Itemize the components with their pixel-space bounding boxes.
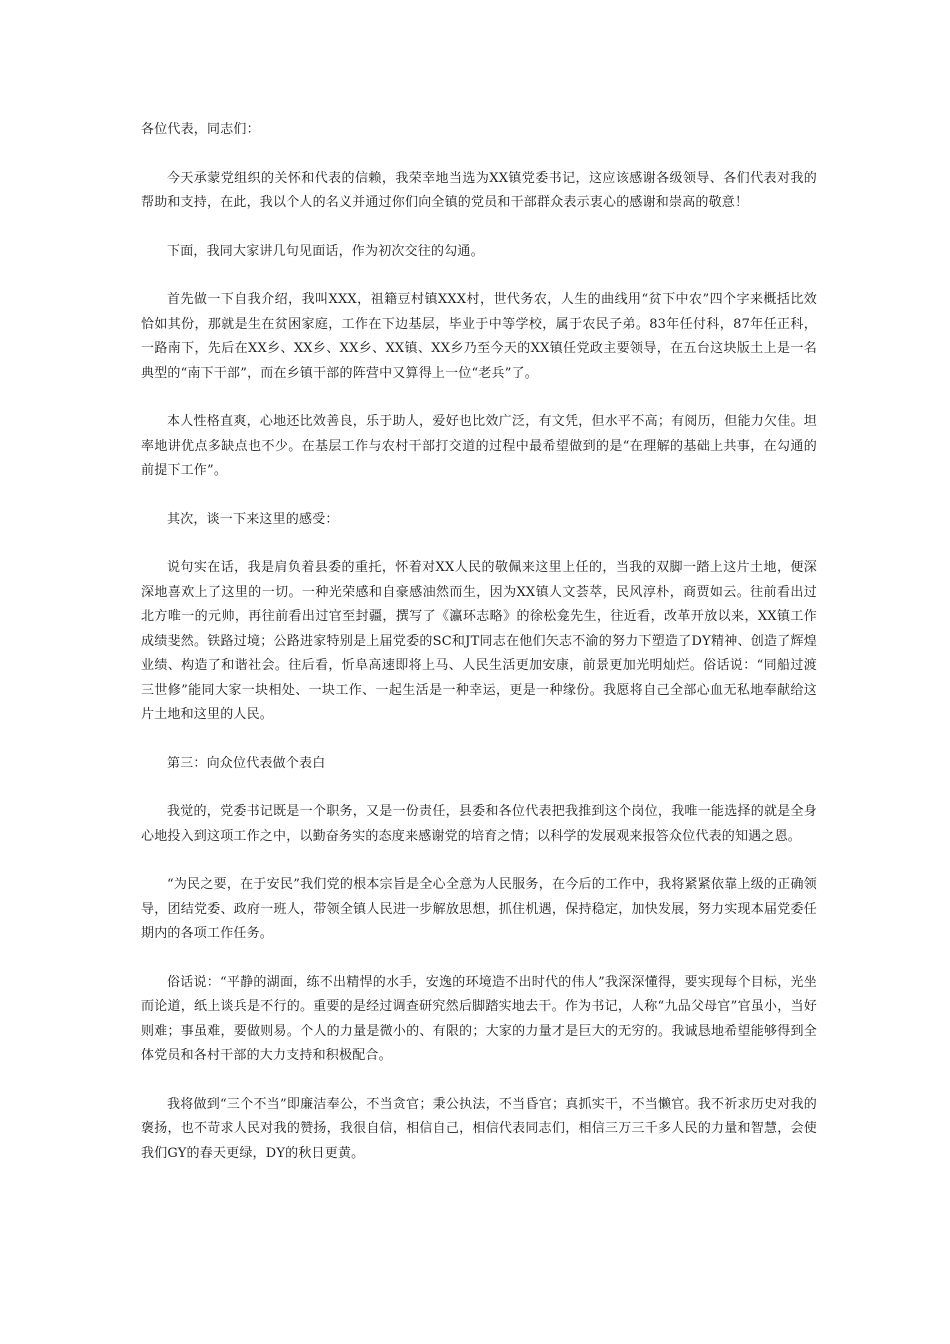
paragraph-impressions: 说句实在话，我是肩负着县委的重托，怀着对XX人民的敬佩来这里上任的，当我的双脚一踏上这片土地，便深深地喜欢上了这里的一切。一种光荣感和自豪感油然而生，因为XX镇人文荟萃，民风淳朴，商贾如云。往前看出过北方唯一的元帅，再往前看出过官至封疆，撰写了《瀛环志略》的徐松龛先生，往近看，改革开放以来，XX镇工作成绩斐然。铁路过境；公路进家特别是上届党委的SC和JT同志在他们矢志不渝的努力下塑造了DY精神、创造了辉煌业绩、构造了和谐社会。往后看，忻阜高速即将上马、人民生活更加安康，前景更加光明灿烂。俗话说：“同船过渡三世修”能同大家一块相处、一块工作、一起生活是一种幸运，更是一种缘份。我愿将自己全部心血无私地奉献给这片土地和这里的人民。 (141, 560, 817, 722)
heading-impressions: 其次，谈一下来这里的感受： (167, 511, 339, 527)
salutation: 各位代表，同志们： (141, 122, 260, 137)
paragraph-intro-remarks: 下面，我同大家讲几句见面话，作为初次交往的勾通。 (167, 243, 484, 259)
paragraph-duty: 我觉的，党委书记既是一个职务，又是一份责任，县委和各位代表把我推到这个岗位，我唯一能选择的就是全身心地投入到这项工作之中，以勤奋务实的态度来感谢党的培育之情；以科学的发展观来报答众位代表的知遇之恩。 (141, 804, 817, 844)
paragraph-self-introduction: 首先做一下自我介绍，我叫XXX，祖籍豆村镇XXX村，世代务农，人生的曲线用“贫下中农”四个字来概括比效恰如其份，那就是生在贫困家庭，工作在下边基层，毕业于中等学校，属于农民子弟。83年任付科，87年任正科，一路南下，先后在XX乡、XX乡、XX乡、XX镇、XX乡乃至今天的XX镇任党政主要领导，在五台这块版土上是一名典型的“南下干部”，而在乡镇干部的阵营中又算得上一位“老兵”了。 (141, 292, 817, 381)
paragraph-thanks: 今天承蒙党组织的关怀和代表的信赖，我荣幸地当选为XX镇党委书记，这应该感谢各级领导、各们代表对我的帮助和支持，在此，我以个人的名义并通过你们向全镇的党员和干部群众表示衷心的感谢和崇高的敬意！ (141, 170, 817, 210)
paragraph-three-nots: 我将做到“三个不当”即廉洁奉公，不当贪官；秉公执法，不当昏官；真抓实干，不当懒官。我不祈求历史对我的褒扬，也不苛求人民对我的赞扬，我很自信，相信自己，相信代表同志们，相信三万三千多人民的力量和智慧，会使我们GY的春天更绿，DY的秋日更黄。 (141, 1096, 817, 1161)
heading-pledge: 第三：向众位代表做个表白 (167, 755, 326, 771)
paragraph-action: 俗话说：“平静的湖面，练不出精悍的水手，安逸的环境造不出时代的伟人”我深深懂得，要实现每个目标，光坐而论道，纸上谈兵是不行的。重要的是经过调查研究然后脚踏实地去干。作为书记，人称“九品父母官”官虽小，当好则难；事虽难，要做则易。个人的力量是微小的、有限的；大家的力量才是巨大的无穷的。我诚恳地希望能够得到全体党员和各村干部的大力支持和积极配合。 (141, 974, 817, 1063)
document-page (141, 118, 817, 1166)
paragraph-personality: 本人性格直爽，心地还比效善良，乐于助人，爱好也比效广泛，有文凭，但水平不高；有阅历，但能力欠佳。坦率地讲优点多缺点也不少。在基层工作与农村干部打交道的过程中最希望做到的是“在理解的基础上共事，在勾通的前提下工作”。 (141, 414, 817, 478)
paragraph-people-first: “为民之要，在于安民”我们党的根本宗旨是全心全意为人民服务，在今后的工作中，我将紧紧依靠上级的正确领导，团结党委、政府一班人，带领全镇人民进一步解放思想，抓住机遇，保持稳定，加快发展，努力实现本届党委任期内的各项工作任务。 (141, 877, 817, 941)
